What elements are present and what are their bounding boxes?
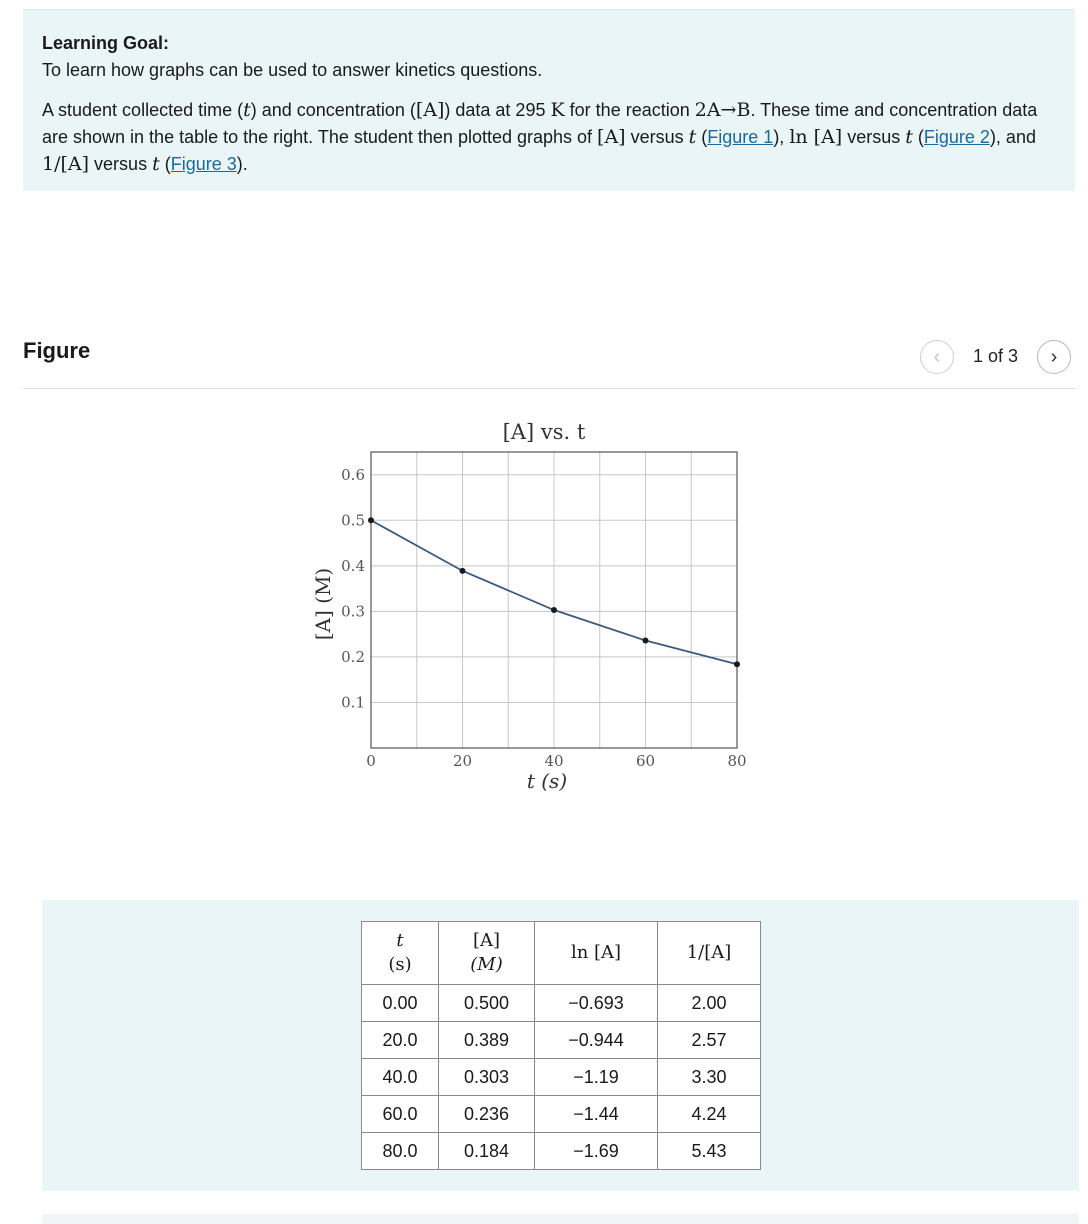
x-tick-label: 60 (635, 752, 656, 770)
chart-title: [A] vs. t (502, 420, 586, 444)
math-t: t (152, 153, 160, 175)
intro-text: ( (912, 127, 924, 147)
table-cell: 0.500 (439, 985, 535, 1022)
next-figure-button[interactable] (1037, 340, 1071, 374)
figure-1-link[interactable]: Figure 1 (707, 127, 774, 147)
table-cell: 4.24 (658, 1096, 761, 1133)
table-cell: −1.19 (535, 1059, 658, 1096)
x-axis-label: t (s) (526, 769, 568, 793)
x-tick-label: 0 (366, 752, 376, 770)
learning-goal-panel (23, 9, 1075, 191)
previous-figure-button[interactable] (920, 340, 954, 374)
table-row (362, 1096, 761, 1133)
table-cell: 0.00 (362, 985, 439, 1022)
header-top: t (396, 930, 404, 951)
intro-text: versus (625, 127, 689, 147)
y-tick-label: 0.4 (341, 556, 365, 575)
figure-pager: 1 of 3 (973, 346, 1019, 366)
intro-text: for the reaction (564, 100, 695, 120)
header-bottom: (s) (388, 954, 412, 975)
table-row (362, 985, 761, 1022)
header-inverse-concentration (658, 922, 761, 985)
math-t: t (688, 126, 697, 148)
intro-text: versus (842, 127, 906, 147)
intro-text: versus (89, 154, 153, 174)
header-top: 1/[A] (686, 942, 732, 963)
y-axis-label: [A] (M) (311, 567, 335, 641)
table-cell: −1.44 (535, 1096, 658, 1133)
header-top: [A] (472, 930, 501, 951)
header-ln-concentration (535, 922, 658, 985)
table-cell: 20.0 (362, 1022, 439, 1059)
data-point (734, 661, 740, 667)
table-cell: −1.69 (535, 1133, 658, 1170)
data-point (643, 638, 649, 644)
kinetics-data-table (361, 921, 761, 1170)
y-tick-label: 0.1 (341, 693, 365, 712)
intro-text: ), and (989, 127, 1036, 147)
table-cell: 80.0 (362, 1133, 439, 1170)
table-cell: 2.57 (658, 1022, 761, 1059)
x-tick-label: 40 (544, 752, 564, 770)
math-kelvin: K (550, 99, 565, 121)
figure-title: Figure (23, 338, 91, 363)
table-row (362, 1133, 761, 1170)
table-cell: 5.43 (658, 1133, 761, 1170)
table-row (362, 1022, 761, 1059)
intro-text: ( (159, 154, 171, 174)
figure-header (23, 336, 1075, 389)
learning-goal-text: To learn how graphs can be used to answer kinetics questions. (42, 60, 543, 80)
math-reaction: 2A→B (694, 99, 751, 121)
figure-3-link[interactable]: Figure 3 (170, 154, 237, 174)
y-tick-label: 0.2 (341, 647, 365, 666)
table-cell: −0.693 (535, 985, 658, 1022)
figure-2-link[interactable]: Figure 2 (923, 127, 990, 147)
table-cell: 0.389 (439, 1022, 535, 1059)
intro-text: ( (696, 127, 708, 147)
math-t: t (243, 99, 251, 121)
y-tick-label: 0.5 (341, 511, 365, 530)
table-cell: 0.184 (439, 1133, 535, 1170)
table-cell: 0.303 (439, 1059, 535, 1096)
table-cell: 60.0 (362, 1096, 439, 1133)
next-section-edge (42, 1214, 1079, 1224)
data-point (460, 568, 466, 574)
table-cell: 40.0 (362, 1059, 439, 1096)
y-tick-label: 0.6 (341, 465, 365, 484)
intro-text: ) and concentration ( (250, 100, 416, 120)
learning-goal-heading: Learning Goal: (42, 33, 170, 53)
x-tick-label: 20 (452, 752, 473, 770)
chevron-left-icon: ‹ (933, 345, 941, 368)
table-cell: −0.944 (535, 1022, 658, 1059)
problem-intro (42, 97, 1056, 178)
table-cell: 0.236 (439, 1096, 535, 1133)
table-row (362, 1059, 761, 1096)
y-tick-label: 0.3 (341, 602, 365, 621)
math-inverse-concentration: 1/[A] (42, 153, 90, 175)
math-ln-concentration: ln [A] (789, 126, 843, 148)
x-tick-label: 80 (727, 752, 747, 770)
header-bottom: (M) (470, 954, 503, 975)
header-top: ln [A] (570, 942, 622, 963)
table-cell: 2.00 (658, 985, 761, 1022)
intro-text: ) data at 295 (444, 100, 551, 120)
concentration-vs-time-chart (300, 408, 770, 808)
header-concentration (439, 922, 535, 985)
intro-text: A student collected time ( (42, 100, 244, 120)
math-t: t (905, 126, 913, 148)
data-table-panel (42, 900, 1079, 1191)
chevron-right-icon: › (1050, 345, 1058, 368)
header-time (362, 922, 439, 985)
math-concentration: [A] (415, 99, 445, 121)
intro-text: ), (773, 127, 790, 147)
intro-text: ). (236, 154, 248, 174)
data-point (368, 517, 374, 523)
math-concentration: [A] (597, 126, 626, 148)
table-header-row (362, 922, 761, 985)
data-point (551, 607, 557, 613)
table-cell: 3.30 (658, 1059, 761, 1096)
intro-text: . These time and concentration data are shown in the table to the right. The student then plotted graphs of (42, 100, 1038, 147)
